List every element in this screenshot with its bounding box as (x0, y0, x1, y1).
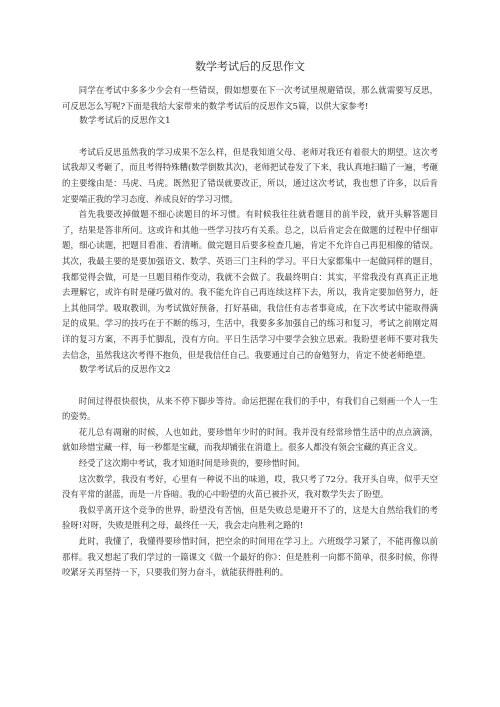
intro-paragraph: 同学在考试中多多少少会有一些错误，假如想要在下一次考试里规避错误，那么就需要写反思，可反思怎么写呢?下面是我给大家带来的数学考试后的反思作文5篇，以供大家参考! (62, 85, 438, 111)
section-2-paragraph-6: 此时，我懂了，我懂得要珍惜时间，把空余的时间用在学习上。六班级学习紧了，不能再像以前那样。我又想起了我们学过的一篇课文《做一个最好的你》：但是胜利一向都不简单，很多时候，你得咬紧牙关再坚持一下，只要我们努力奋斗，就能获得胜利的。 (62, 536, 438, 578)
section-2-paragraph-5: 我似乎离开这个竞争的世界，盼望没有苦恼，但是失败总是避开不了的，这是大自然给我们的考验呀!对呀，失败是胜利之母，最终任一天，我会走向胜利之路的! (62, 504, 438, 531)
section-2-paragraph-4: 这次数学，我没有考好，心里有一种说不出的味道，哎，我只考了72分。我开头自卑，似乎天空没有平常的湛蓝，而是一片昏暗。我的心中盼望的火苗已被扑灭，我对数学失去了盼望。 (62, 473, 438, 500)
section-gap (62, 379, 438, 394)
section-2-heading: 数学考试后的反思作文2 (79, 365, 171, 376)
section-2-paragraph-2: 花儿总有凋谢的时候，人也如此，要珍惜年少时的时间。我并没有经常珍惜生活中的点点滴滴，就如珍惜宝藏一样，每一秒都是宝藏，而我却铺张在消遣上。很多人都没有领会宝藏的真正含义。 (62, 426, 438, 453)
section-1-heading: 数学考试后的反思作文1 (79, 116, 171, 127)
section-1-paragraph-1: 考试后反思虽然我的学习成果不怎么样，但是我知道父母、老师对我还有着很大的期望。这次考试我却又考砸了，而且考得特殊糟(数学倒数其次)，老师把试卷发了下来，我认真地扫瞄了一遍，考砸的主要缘由是：马虎、马虎。既然犯了错误就要改正，所以，通过这次考试，我也想了许多，以后肯定要端正我的学习态度、养成良好的学习习惯。 (62, 146, 438, 204)
section-gap (62, 130, 438, 145)
section-2-paragraph-3: 经受了这次期中考试，我才知道时间是珍贵的，要珍惜时间。 (78, 458, 305, 469)
document-title: 数学考试后的反思作文 (195, 60, 305, 73)
section-2-paragraph-1: 时间过得很快很快，从来不停下脚步等待。命运把握在我们的手中，有我们自己刻画一个人一生的姿势。 (62, 395, 438, 422)
section-1-paragraph-2: 首先我要改掉做题不细心读题目的坏习惯。有时候我往往就看题目的前半段，就开头解答题目了，结果是答非所问。这或许和其他一些学习技巧有关系。总之，以后肯定会在做题的过程中仔细审题，细心读题，把题目看准、看清晰。做完题目后要多检查几遍，肯定不允许自己再犯相像的错误。其次，我最主要的是要加强语文、数学、英语三门主科的学习。平日大家都集中一起做同样的题目，我都觉得会做，可是一旦题目稍作变动，我就不会做了。我最终明白：其实，平常我没有真真正正地去理解它，或许有时是碰巧做对的。我不能允许自己再连续这样下去，所以，我肯定要加倍努力，赶上其他同学。吸取教训，为考试做好预备，打好基础，我信任有志者事竟成，在下次考试中能取得满足的成果。学习的技巧在于不断的练习，生活中，我要多多加强自己的练习和复习，考试之前刚定周详的复习方案，不再手忙脚乱，没有方向。平日生活学习中要学会独立思索。我盼望老师不要对我失去信念，虽然我这次考得不抱负，但是我信任自己。我要通过自己的奋勉努力，肯定不使老师绝望。 (62, 209, 438, 360)
